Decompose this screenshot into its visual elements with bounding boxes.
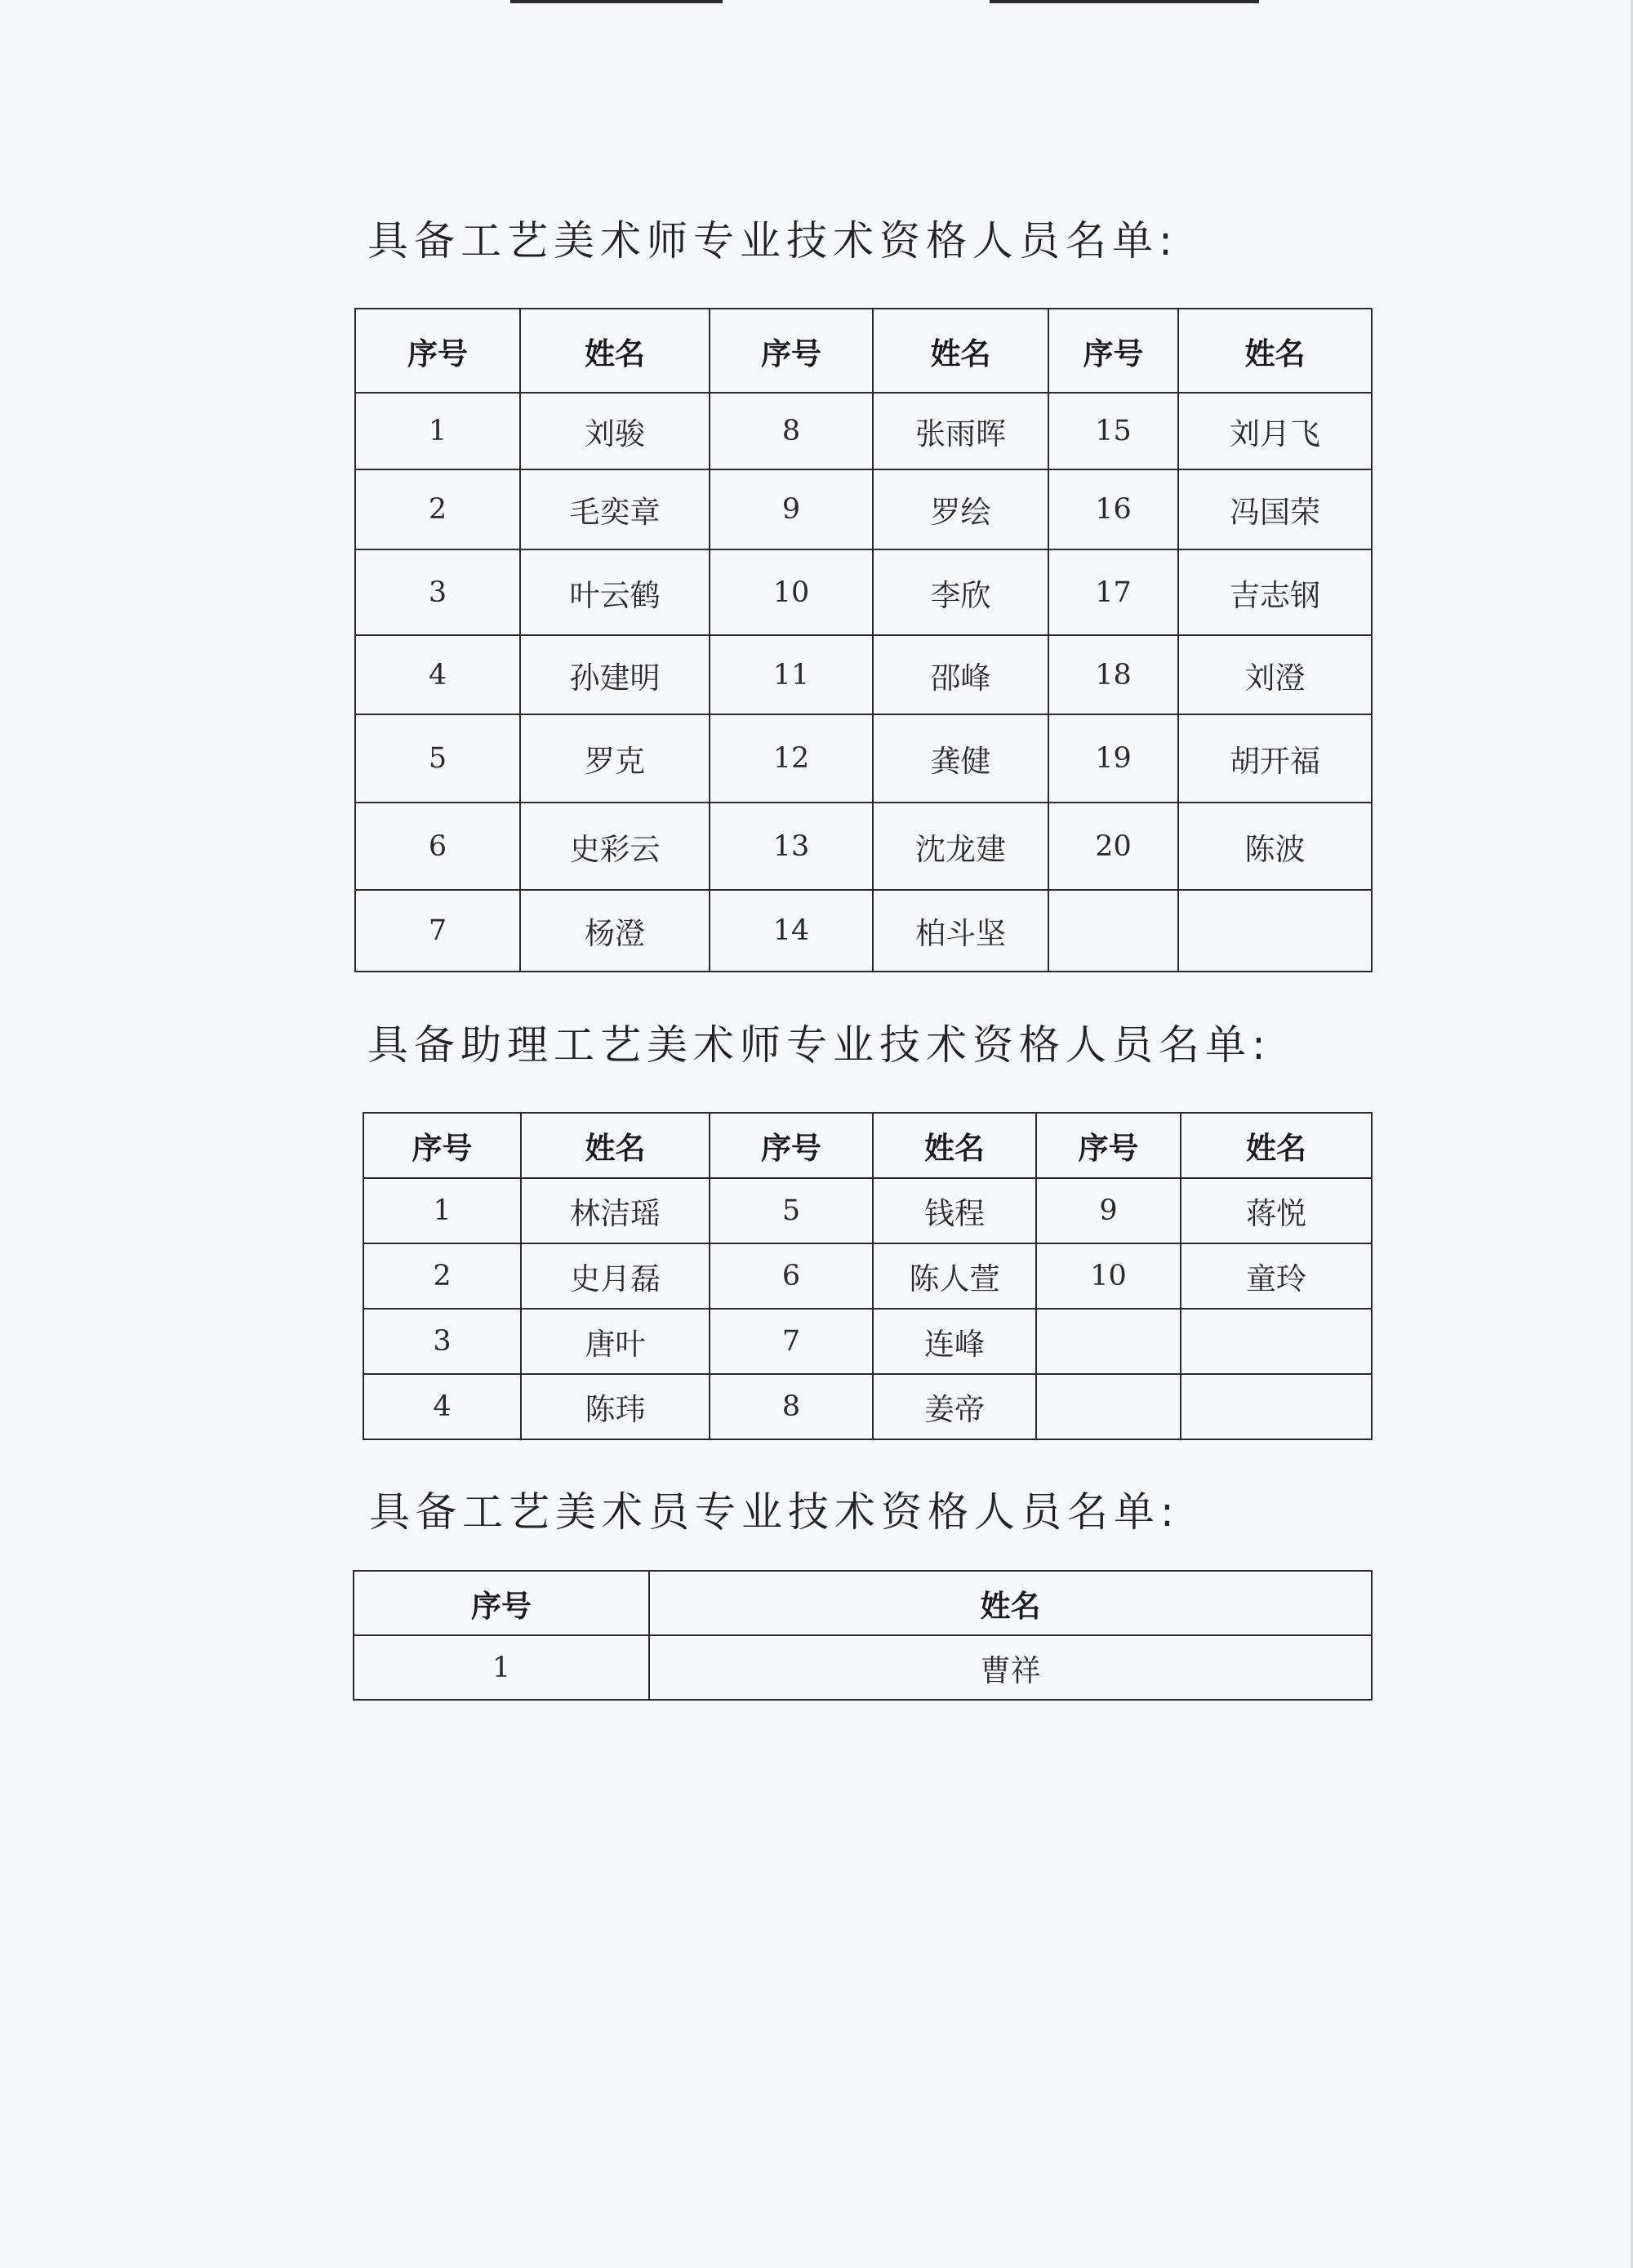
header-name: 姓名 [520, 309, 710, 393]
header-name: 姓名 [1178, 309, 1372, 393]
table-row [363, 1374, 1372, 1439]
header-index: 序号 [363, 1113, 521, 1178]
cell-index: 1 [355, 393, 520, 469]
header-name: 姓名 [873, 309, 1048, 393]
cell-name: 杨澄 [520, 890, 710, 972]
cell-name [1178, 890, 1372, 972]
table-row [363, 1243, 1372, 1309]
cell-name: 沈龙建 [873, 803, 1048, 890]
cell-index: 16 [1048, 469, 1178, 549]
cell-name: 连峰 [873, 1309, 1036, 1374]
cell-index: 9 [710, 469, 873, 549]
cell-index: 4 [355, 635, 520, 714]
cell-name: 唐叶 [521, 1309, 710, 1374]
cell-name: 冯国荣 [1178, 469, 1372, 549]
cell-name: 刘月飞 [1178, 393, 1372, 469]
scan-edge-mark [510, 0, 723, 3]
cell-index: 8 [710, 1374, 873, 1439]
cell-index: 15 [1048, 393, 1178, 469]
table-assistant-craft-artist [363, 1112, 1373, 1440]
table-row [363, 1178, 1372, 1243]
cell-name: 钱程 [873, 1178, 1036, 1243]
cell-name: 叶云鹤 [520, 549, 710, 635]
header-name: 姓名 [521, 1113, 710, 1178]
table-row [355, 635, 1372, 714]
cell-index: 17 [1048, 549, 1178, 635]
cell-name: 史月磊 [521, 1243, 710, 1309]
cell-index: 4 [363, 1374, 521, 1439]
table-header-row [363, 1113, 1372, 1178]
cell-name: 陈波 [1178, 803, 1372, 890]
cell-name: 罗绘 [873, 469, 1048, 549]
cell-index: 2 [355, 469, 520, 549]
cell-name [1181, 1309, 1372, 1374]
cell-name: 林洁瑶 [521, 1178, 710, 1243]
cell-index: 1 [363, 1178, 521, 1243]
cell-name: 孙建明 [520, 635, 710, 714]
cell-index: 8 [710, 393, 873, 469]
cell-name [1181, 1374, 1372, 1439]
cell-index: 13 [710, 803, 873, 890]
cell-name: 罗克 [520, 714, 710, 803]
cell-index: 19 [1048, 714, 1178, 803]
cell-name: 张雨晖 [873, 393, 1048, 469]
cell-name: 胡开福 [1178, 714, 1372, 803]
cell-index: 18 [1048, 635, 1178, 714]
cell-index [1036, 1374, 1181, 1439]
header-name: 姓名 [873, 1113, 1036, 1178]
header-index: 序号 [1036, 1113, 1181, 1178]
table-craft-artist [354, 308, 1373, 972]
cell-index: 5 [355, 714, 520, 803]
cell-name: 陈人萱 [873, 1243, 1036, 1309]
cell-name: 刘澄 [1178, 635, 1372, 714]
header-index: 序号 [354, 1571, 649, 1635]
cell-index: 7 [355, 890, 520, 972]
table-row [355, 714, 1372, 803]
cell-index: 10 [710, 549, 873, 635]
table-row [355, 803, 1372, 890]
cell-index: 14 [710, 890, 873, 972]
cell-index: 3 [355, 549, 520, 635]
cell-index: 3 [363, 1309, 521, 1374]
cell-index: 11 [710, 635, 873, 714]
cell-index: 1 [354, 1635, 649, 1700]
cell-name: 史彩云 [520, 803, 710, 890]
cell-index: 9 [1036, 1178, 1181, 1243]
cell-name: 刘骏 [520, 393, 710, 469]
section-title-craft-artist: 具备工艺美术师专业技术资格人员名单: [367, 217, 1178, 265]
cell-name: 邵峰 [873, 635, 1048, 714]
cell-index: 2 [363, 1243, 521, 1309]
cell-name: 吉志钢 [1178, 549, 1372, 635]
header-name: 姓名 [1181, 1113, 1372, 1178]
header-index: 序号 [710, 309, 873, 393]
table-row [355, 549, 1372, 635]
cell-index: 10 [1036, 1243, 1181, 1309]
cell-index: 12 [710, 714, 873, 803]
table-row [355, 393, 1372, 469]
cell-name: 陈玮 [521, 1374, 710, 1439]
cell-name: 龚健 [873, 714, 1048, 803]
cell-name: 毛奕章 [520, 469, 710, 549]
table-craft-technician [353, 1570, 1373, 1701]
cell-index: 6 [710, 1243, 873, 1309]
table-row [354, 1635, 1372, 1700]
cell-index: 5 [710, 1178, 873, 1243]
header-index: 序号 [1048, 309, 1178, 393]
header-index: 序号 [355, 309, 520, 393]
table-header-row [355, 309, 1372, 393]
cell-index: 6 [355, 803, 520, 890]
cell-name: 李欣 [873, 549, 1048, 635]
table-header-row [354, 1571, 1372, 1635]
section-title-assistant-craft-artist: 具备助理工艺美术师专业技术资格人员名单: [367, 1021, 1271, 1069]
table-row [363, 1309, 1372, 1374]
table-row [355, 890, 1372, 972]
cell-index [1048, 890, 1178, 972]
cell-index [1036, 1309, 1181, 1374]
scan-edge-mark [990, 0, 1259, 3]
section-title-craft-technician: 具备工艺美术员专业技术资格人员名单: [369, 1488, 1180, 1536]
header-name: 姓名 [649, 1571, 1372, 1635]
table-row [355, 469, 1372, 549]
cell-name: 柏斗坚 [873, 890, 1048, 972]
cell-name: 姜帝 [873, 1374, 1036, 1439]
cell-index: 7 [710, 1309, 873, 1374]
cell-index: 20 [1048, 803, 1178, 890]
cell-name: 童玲 [1181, 1243, 1372, 1309]
header-index: 序号 [710, 1113, 873, 1178]
cell-name: 曹祥 [649, 1635, 1372, 1700]
cell-name: 蒋悦 [1181, 1178, 1372, 1243]
